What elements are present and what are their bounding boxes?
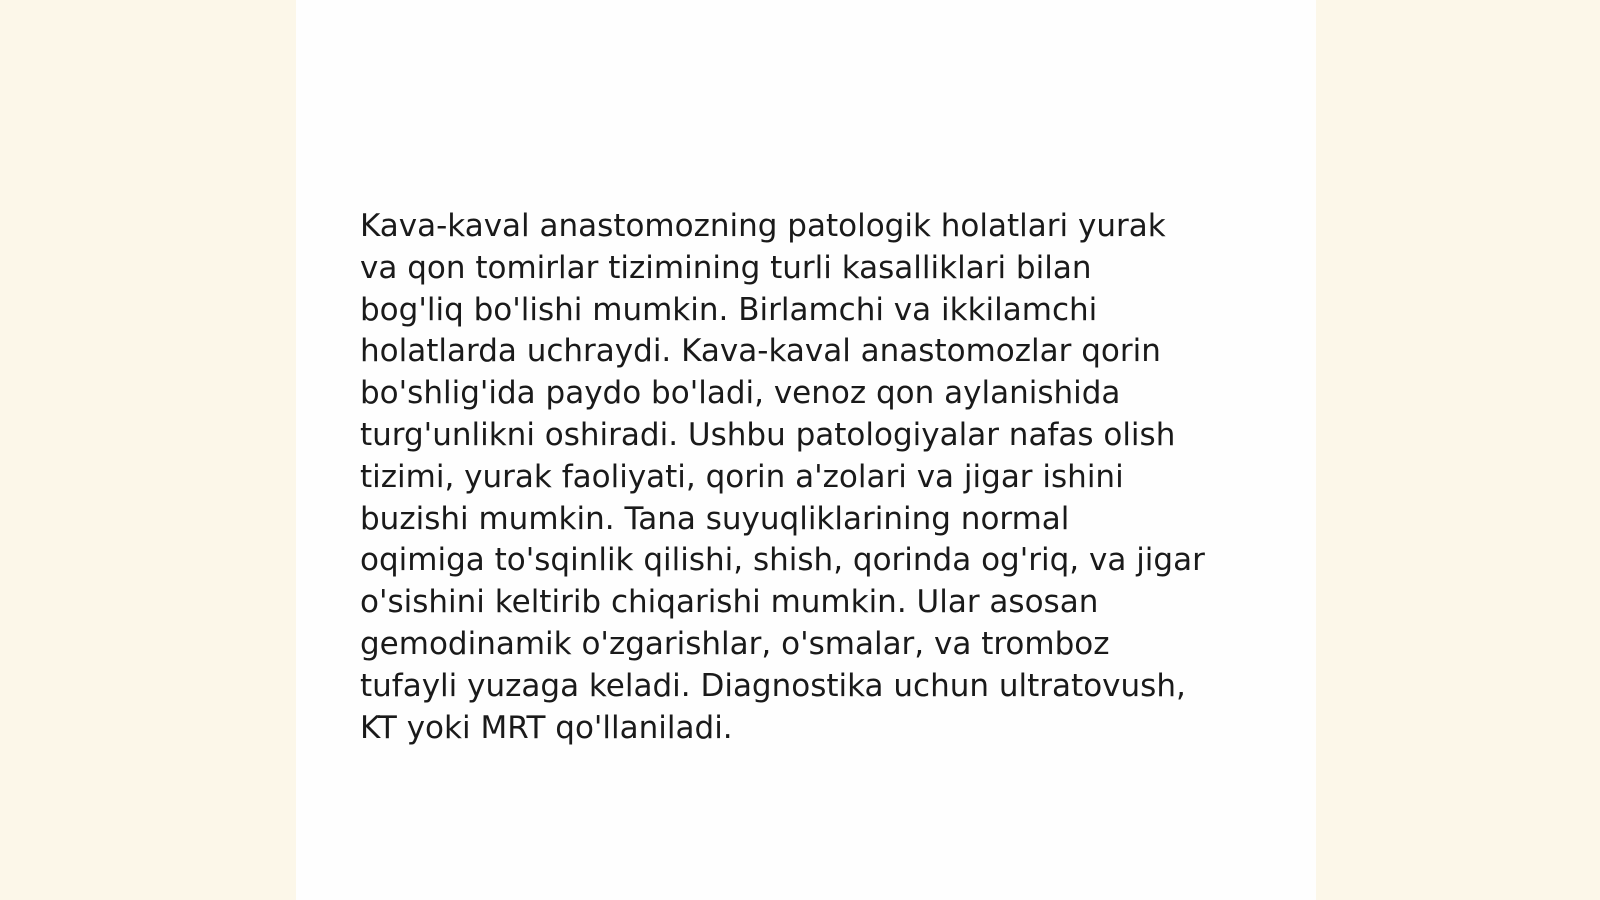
body-text-line: turg'unlikni oshiradi. Ushbu patologiyalar nafas olish bbox=[360, 416, 1176, 453]
body-text-line: KT yoki MRT qo'llaniladi. bbox=[360, 709, 733, 746]
body-text-line: va qon tomirlar tizimining turli kasalliklari bilan bbox=[360, 249, 1092, 286]
slide-body-text bbox=[360, 206, 1260, 749]
body-text-line: gemodinamik o'zgarishlar, o'smalar, va tromboz bbox=[360, 625, 1110, 662]
body-text-line: tufayli yuzaga keladi. Diagnostika uchun ultratovush, bbox=[360, 667, 1186, 704]
body-text-line: tizimi, yurak faoliyati, qorin a'zolari va jigar ishini bbox=[360, 458, 1124, 495]
body-text-line: bog'liq bo'lishi mumkin. Birlamchi va ikkilamchi bbox=[360, 291, 1098, 328]
body-text-line: oqimiga to'sqinlik qilishi, shish, qorinda og'riq, va jigar bbox=[360, 542, 1205, 579]
body-text-line: bo'shlig'ida paydo bo'ladi, venoz qon aylanishida bbox=[360, 375, 1121, 412]
body-text-line: o'sishini keltirib chiqarishi mumkin. Ular asosan bbox=[360, 584, 1099, 621]
slide bbox=[296, 0, 1316, 900]
body-text-line: buzishi mumkin. Tana suyuqliklarining normal bbox=[360, 500, 1070, 537]
body-text-line: Kava-kaval anastomozning patologik holatlari yurak bbox=[360, 208, 1166, 244]
body-text-line: holatlarda uchraydi. Kava-kaval anastomozlar qorin bbox=[360, 333, 1161, 370]
